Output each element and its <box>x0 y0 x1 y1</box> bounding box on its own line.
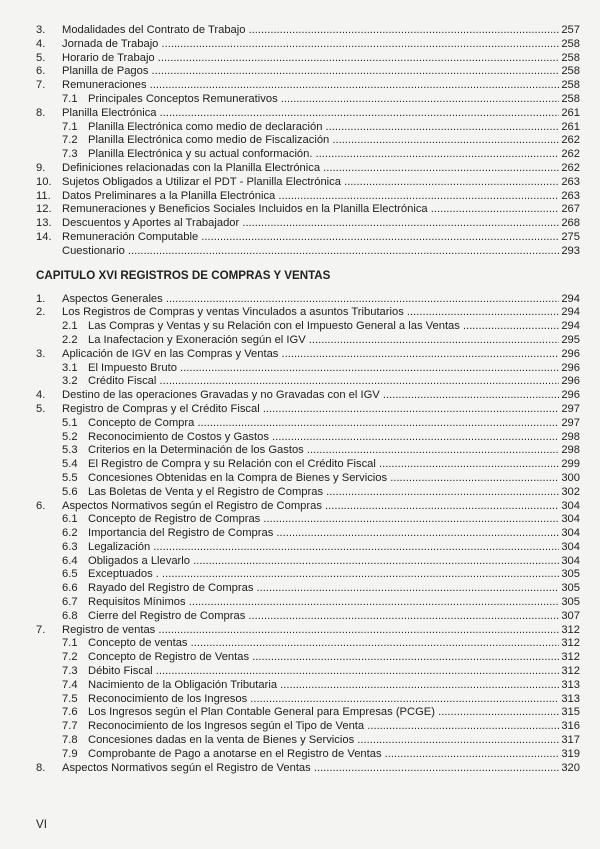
entry-title: Definiciones relacionadas con la Planilla Electrónica ..... <box>62 162 574 176</box>
entry-number: 7.3 <box>62 665 78 678</box>
entry-number: 7.9 <box>62 747 78 760</box>
entry-page-number: 312 <box>561 665 580 678</box>
toc-entry <box>0 293 600 307</box>
entry-number: 2.1 <box>62 320 78 333</box>
entry-number: 7.6 <box>62 706 78 719</box>
toc-entry <box>0 93 600 107</box>
entry-number: 7.7 <box>62 720 78 733</box>
entry-page-number: 297 <box>561 416 580 429</box>
entry-page-number: 302 <box>561 485 580 498</box>
toc-entry <box>0 190 600 204</box>
entry-page-number: 298 <box>561 430 580 443</box>
entry-page-number: 262 <box>561 148 580 161</box>
entry-page-number: 261 <box>561 120 580 133</box>
entry-number: 3.2 <box>62 375 78 388</box>
toc-entry <box>0 134 600 148</box>
entry-title: Registro de ventas ..... <box>62 624 574 638</box>
toc-entry <box>0 651 600 665</box>
entry-page-number: 315 <box>561 706 580 719</box>
entry-page-number: 258 <box>561 65 580 78</box>
entry-title: Concepto de Registro de Ventas ..... <box>88 651 574 665</box>
entry-page-number: 268 <box>561 217 580 230</box>
entry-number: 5.4 <box>62 458 78 471</box>
toc-entry <box>0 734 600 748</box>
page-number-footer: VI <box>36 818 47 831</box>
entry-number: 6.3 <box>62 540 78 553</box>
toc-entry <box>0 375 600 389</box>
entry-title: Aspectos Normativos según el Registro de Compras ..... <box>62 500 574 514</box>
entry-page-number: 294 <box>561 292 580 305</box>
entry-page-number: 307 <box>561 609 580 622</box>
entry-page-number: 296 <box>561 361 580 374</box>
entry-title: Aspectos Generales ..... <box>62 293 574 307</box>
entry-title: Débito Fiscal ..... <box>88 665 574 679</box>
entry-page-number: 320 <box>561 761 580 774</box>
entry-title: Crédito Fiscal ..... <box>88 375 574 389</box>
entry-title: Los Ingresos según el Plan Contable General para Empresas (PCGE) ..... <box>88 706 574 720</box>
toc-entry <box>0 568 600 582</box>
entry-page-number: 296 <box>561 389 580 402</box>
entry-number: 7.1 <box>62 637 78 650</box>
entry-page-number: 312 <box>561 623 580 636</box>
entry-title: Las Boletas de Venta y el Registro de Compras ..... <box>88 486 574 500</box>
entry-page-number: 258 <box>561 79 580 92</box>
entry-page-number: 293 <box>561 244 580 257</box>
entry-page-number: 304 <box>561 554 580 567</box>
entry-title: Principales Conceptos Remunerativos ..... <box>88 93 574 107</box>
entry-page-number: 319 <box>561 747 580 760</box>
entry-page-number: 263 <box>561 175 580 188</box>
toc-entry <box>0 458 600 472</box>
toc-entry <box>0 624 600 638</box>
entry-number: 11. <box>36 189 51 202</box>
entry-number: 7.5 <box>62 692 78 705</box>
entry-page-number: 295 <box>561 333 580 346</box>
entry-title: Modalidades del Contrato de Trabajo ..... <box>62 24 574 38</box>
chapter-title: CAPITULO XVI REGISTROS DE COMPRAS Y VENTAS <box>36 268 331 282</box>
entry-number: 2.2 <box>62 333 78 346</box>
entry-page-number: 317 <box>561 734 580 747</box>
entry-title: Concepto de Registro de Compras ..... <box>88 513 574 527</box>
toc-entry <box>0 748 600 762</box>
entry-page-number: 312 <box>561 637 580 650</box>
toc-entry <box>0 444 600 458</box>
entry-page-number: 267 <box>561 203 580 216</box>
entry-page-number: 304 <box>561 527 580 540</box>
toc-entry <box>0 52 600 66</box>
toc-entry <box>0 79 600 93</box>
entry-number: 1. <box>36 292 46 305</box>
entry-number: 4. <box>36 37 46 50</box>
entry-title: Planilla Electrónica ..... <box>62 107 574 121</box>
entry-number: 7. <box>36 623 46 636</box>
entry-title: Legalización ..... <box>88 541 574 555</box>
entry-title: Planilla Electrónica como medio de Fiscalización ..... <box>88 134 574 148</box>
entry-number: 2. <box>36 306 46 319</box>
toc-entry <box>0 486 600 500</box>
entry-title: Nacimiento de la Obligación Tributaria ..... <box>88 679 574 693</box>
toc-entry <box>0 389 600 403</box>
toc-entry <box>0 65 600 79</box>
entry-title: Remuneraciones y Beneficios Sociales Incluidos en la Planilla Electrónica ..... <box>62 203 574 217</box>
toc-entry <box>0 500 600 514</box>
entry-title: Planilla Electrónica como medio de declaración ..... <box>88 121 574 135</box>
entry-page-number: 262 <box>561 161 580 174</box>
entry-page-number: 298 <box>561 444 580 457</box>
toc-entry <box>0 417 600 431</box>
toc-entry <box>0 162 600 176</box>
toc-entry <box>0 348 600 362</box>
toc-entry <box>0 596 600 610</box>
toc-entry <box>0 720 600 734</box>
entry-number: 7.3 <box>62 148 78 161</box>
toc-entry <box>0 217 600 231</box>
entry-page-number: 258 <box>561 51 580 64</box>
entry-number: 3. <box>36 347 46 360</box>
entry-page-number: 297 <box>561 402 580 415</box>
toc-entry <box>0 403 600 417</box>
entry-page-number: 296 <box>561 347 580 360</box>
entry-title: Importancia del Registro de Compras ..... <box>88 527 574 541</box>
entry-number: 6. <box>36 65 46 78</box>
toc-entry <box>0 513 600 527</box>
entry-title: Las Compras y Ventas y su Relación con el Impuesto General a las Ventas ..... <box>88 320 574 334</box>
entry-title: Exceptuados . ..... <box>88 568 574 582</box>
entry-title: Destino de las operaciones Gravadas y no Gravadas con el IGV ..... <box>62 389 574 403</box>
entry-page-number: 275 <box>561 230 580 243</box>
entry-page-number: 313 <box>561 692 580 705</box>
entry-title: Aplicación de IGV en las Compras y Ventas ..... <box>62 348 574 362</box>
toc-entry <box>0 320 600 334</box>
entry-page-number: 262 <box>561 134 580 147</box>
entry-number: 10. <box>36 175 52 188</box>
entry-number: 5.6 <box>62 485 78 498</box>
entry-title: Sujetos Obligados a Utilizar el PDT - Planilla Electrónica ..... <box>62 176 574 190</box>
entry-page-number: 312 <box>561 651 580 664</box>
entry-number: 6.5 <box>62 568 78 581</box>
entry-title: Concepto de ventas ..... <box>88 637 574 651</box>
entry-title: Registro de Compras y el Crédito Fiscal ..... <box>62 403 574 417</box>
entry-number: 8. <box>36 761 46 774</box>
entry-number: 6.6 <box>62 582 78 595</box>
entry-page-number: 313 <box>561 678 580 691</box>
toc-entry <box>0 306 600 320</box>
toc-entry <box>0 541 600 555</box>
toc-entry <box>0 121 600 135</box>
toc-entry <box>0 38 600 52</box>
toc-entry <box>0 231 600 245</box>
entry-page-number: 263 <box>561 189 580 202</box>
entry-number: 6. <box>36 499 46 512</box>
toc-entry <box>0 431 600 445</box>
entry-page-number: 258 <box>561 92 580 105</box>
toc-entry <box>0 582 600 596</box>
entry-title: Rayado del Registro de Compras ..... <box>88 582 574 596</box>
entry-number: 3.1 <box>62 361 78 374</box>
entry-title: Planilla de Pagos ..... <box>62 65 574 79</box>
toc-entry <box>0 362 600 376</box>
toc-entry <box>0 706 600 720</box>
entry-number: 7.1 <box>62 120 78 133</box>
entry-page-number: 304 <box>561 499 580 512</box>
toc-entry <box>0 679 600 693</box>
entry-title: Reconocimiento de los Ingresos según el Tipo de Venta ..... <box>88 720 574 734</box>
entry-number: 7.1 <box>62 92 78 105</box>
toc-entry <box>0 665 600 679</box>
table-of-contents <box>0 24 600 775</box>
entry-number: 6.1 <box>62 513 78 526</box>
toc-entry <box>0 245 600 259</box>
toc-entry <box>0 555 600 569</box>
entry-number: 13. <box>36 217 52 230</box>
entry-page-number: 299 <box>561 458 580 471</box>
entry-title: Datos Preliminares a la Planilla Electrónica ..... <box>62 190 574 204</box>
toc-entry <box>0 24 600 38</box>
toc-entry <box>0 334 600 348</box>
entry-number: 8. <box>36 106 46 119</box>
entry-page-number: 305 <box>561 596 580 609</box>
entry-page-number: 296 <box>561 375 580 388</box>
entry-page-number: 261 <box>561 106 580 119</box>
entry-page-number: 305 <box>561 582 580 595</box>
entry-title: Reconocimiento de los Ingresos ..... <box>88 693 574 707</box>
entry-number: 7.8 <box>62 734 78 747</box>
entry-number: 6.8 <box>62 609 78 622</box>
entry-title: Criterios en la Determinación de los Gastos ..... <box>88 444 574 458</box>
entry-number: 3. <box>36 24 46 36</box>
entry-page-number: 304 <box>561 513 580 526</box>
entry-number: 7.4 <box>62 678 78 691</box>
entry-number: 7.2 <box>62 134 78 147</box>
entry-title: Cuestionario ..... <box>62 245 574 259</box>
entry-number: 6.2 <box>62 527 78 540</box>
entry-page-number: 294 <box>561 320 580 333</box>
toc-entry <box>0 472 600 486</box>
entry-number: 12. <box>36 203 52 216</box>
entry-title: Cierre del Registro de Compras ..... <box>88 610 574 624</box>
entry-title: Concepto de Compra ..... <box>88 417 574 431</box>
entry-title: Remuneración Computable ..... <box>62 231 574 245</box>
entry-title: Los Registros de Compras y ventas Vinculados a asuntos Tributarios ..... <box>62 306 574 320</box>
entry-number: 6.7 <box>62 596 78 609</box>
toc-entry <box>0 610 600 624</box>
entry-number: 5.2 <box>62 430 78 443</box>
entry-number: 9. <box>36 161 46 174</box>
toc-entry <box>0 637 600 651</box>
toc-entry <box>0 693 600 707</box>
entry-title: Aspectos Normativos según el Registro de Ventas ..... <box>62 762 574 776</box>
toc-entry <box>0 527 600 541</box>
entry-number: 5.3 <box>62 444 78 457</box>
entry-number: 7. <box>36 79 46 92</box>
toc-entry <box>0 107 600 121</box>
entry-number: 5. <box>36 51 46 64</box>
entry-title: Remuneraciones ..... <box>62 79 574 93</box>
entry-number: 5. <box>36 402 46 415</box>
entry-number: 4. <box>36 389 46 402</box>
entry-page-number: 294 <box>561 306 580 319</box>
entry-number: 14. <box>36 230 52 243</box>
entry-title: Reconocimiento de Costos y Gastos ..... <box>88 431 574 445</box>
entry-title: Descuentos y Aportes al Trabajador ..... <box>62 217 574 231</box>
entry-title: Concesiones dadas en la venta de Bienes y Servicios ..... <box>88 734 574 748</box>
entry-title: Planilla Electrónica y su actual conformación. ..... <box>88 148 574 162</box>
toc-entry <box>0 762 600 776</box>
entry-title: El Registro de Compra y su Relación con el Crédito Fiscal ..... <box>88 458 574 472</box>
entry-title: Concesiones Obtenidas en la Compra de Bienes y Servicios ..... <box>88 472 574 486</box>
entry-page-number: 257 <box>561 24 580 36</box>
entry-page-number: 316 <box>561 720 580 733</box>
entry-title: Requisitos Mínimos ..... <box>88 596 574 610</box>
entry-page-number: 304 <box>561 540 580 553</box>
toc-entry <box>0 148 600 162</box>
entry-page-number: 300 <box>561 471 580 484</box>
toc-entry <box>0 203 600 217</box>
entry-title: El Impuesto Bruto ..... <box>88 362 574 376</box>
entry-title: La Inafectacion y Exoneración según el IGV ..... <box>88 334 574 348</box>
entry-page-number: 305 <box>561 568 580 581</box>
entry-number: 5.5 <box>62 471 78 484</box>
toc-entry <box>0 176 600 190</box>
entry-number: 7.2 <box>62 651 78 664</box>
entry-title: Horario de Trabajo ..... <box>62 52 574 66</box>
entry-title: Jornada de Trabajo ..... <box>62 38 574 52</box>
entry-number: 6.4 <box>62 554 78 567</box>
entry-title: Obligados a Llevarlo ..... <box>88 555 574 569</box>
entry-number: 5.1 <box>62 416 78 429</box>
entry-page-number: 258 <box>561 37 580 50</box>
entry-title: Comprobante de Pago a anotarse en el Registro de Ventas ..... <box>88 748 574 762</box>
